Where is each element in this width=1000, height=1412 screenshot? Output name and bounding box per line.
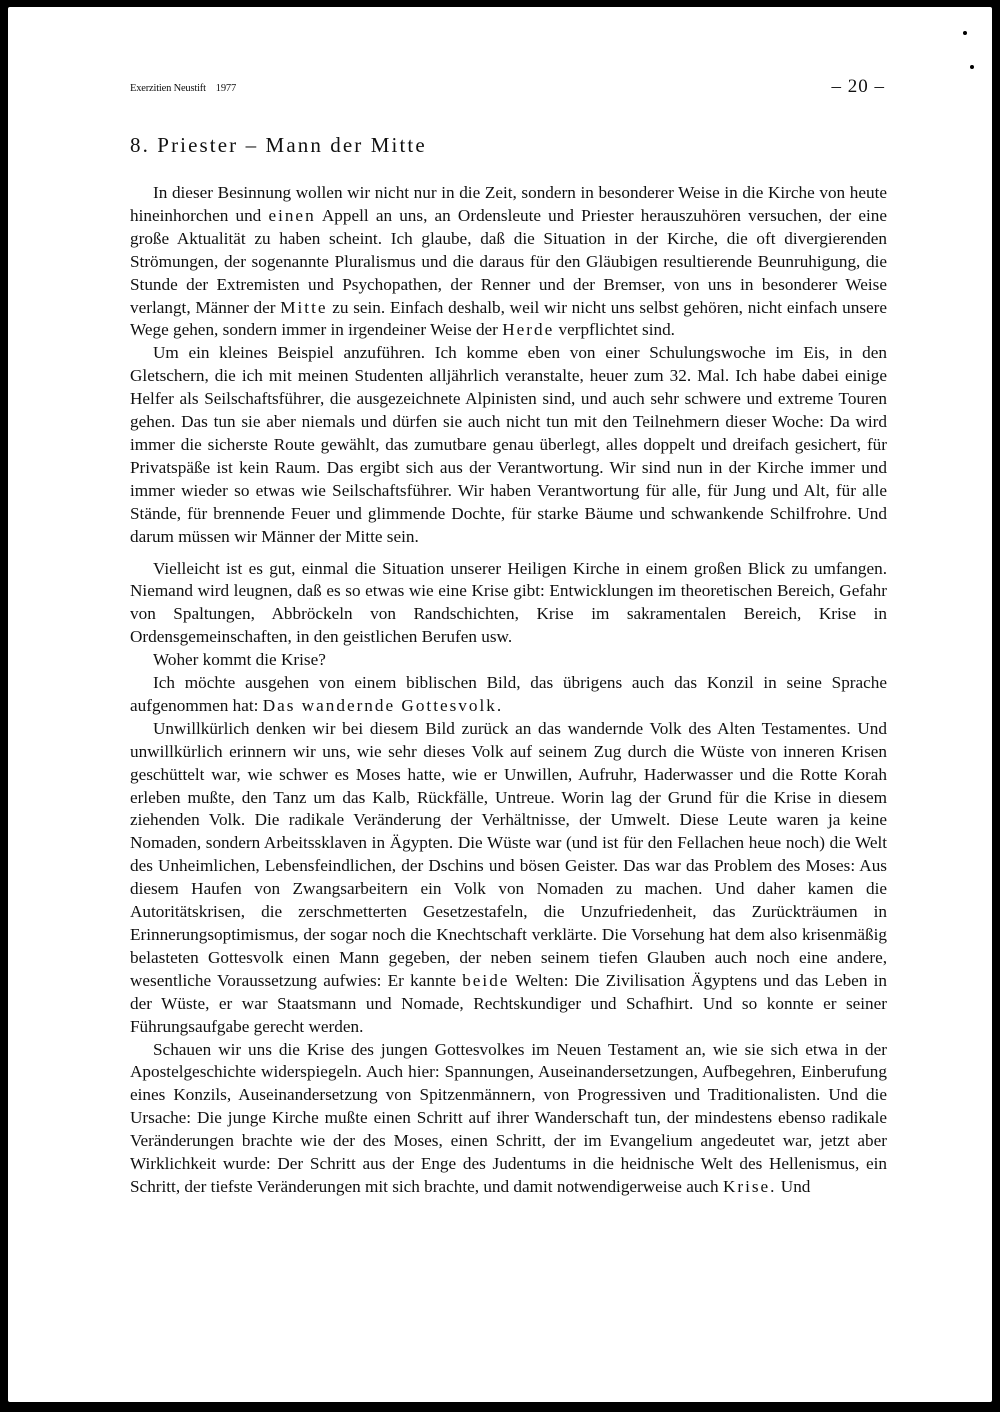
paragraph [130, 718, 887, 1039]
section-title: 8. Priester – Mann der Mitte [130, 133, 427, 157]
page-number: – 20 – [831, 76, 885, 97]
text-run: verpflichtet sind. [554, 320, 675, 340]
paragraph [130, 672, 887, 718]
scan-speck [963, 31, 967, 35]
paragraph: Vielleicht ist es gut, einmal die Situation unserer Heiligen Kirche in einem großen Blick zu umfangen. Niemand wird leugnen, daß es so etwas wie eine Krise gibt: Entwicklungen im theoretischen Bereich, Gefahr von Spaltungen, Abbröckeln von Randschichten, Krise im sakramentalen Bereich, Krise in Ordensgemeinschaften, in den geistlichen Berufen usw. [130, 558, 887, 647]
emphasis-spaced: beide [462, 970, 510, 990]
body-text [130, 182, 887, 1199]
emphasis-spaced: Das wandernde Gottesvolk. [262, 695, 504, 715]
emphasis-spaced: Mitte [280, 297, 328, 317]
text-run: Ich möchte ausgehen von einem biblischen Bild, das übrigens auch das Konzil in seine Sprache aufgenommen hat: [130, 673, 887, 715]
document-title: Exerzitien Neustift [130, 83, 206, 94]
emphasis-spaced: Krise. [722, 1176, 777, 1196]
paragraph: Woher kommt die Krise? [153, 650, 326, 670]
paragraph [130, 182, 887, 342]
page-header [130, 76, 885, 100]
text-run: In dieser Besinnung wollen wir nicht nur in die Zeit, sondern in besonderer Weise in die Kirche von heute hineinhorchen und [130, 183, 887, 225]
document-page [8, 7, 992, 1402]
emphasis-spaced: einen [268, 205, 316, 225]
text-run: Und [776, 1176, 811, 1196]
emphasis-spaced: Herde [502, 320, 555, 340]
paragraph: Um ein kleines Beispiel anzuführen. Ich komme eben von einer Schulungswoche im Eis, in den Gletschern, die ich mit meinen Studenten alljährlich veranstalte, heuer zum 32. Mal. Ich habe dabei einige Helfer als Seilschaftsführer, die ausgezeichnete Alpinisten sind, und auch sehr schwere und extreme Touren gehen. Das tun sie aber niemals und dürfen sie auch nicht tun mit den Teilnehmern dieser Woche: Da wird immer die sicherste Route gewählt, das zumutbare genau überlegt, alles doppelt und dreifach gesichert, für Privatspäße ist kein Raum. Das ergibt sich aus der Verantwortung. Wir sind nun in der Kirche immer und immer wieder so etwas wie Seilschaftsführer. Wir haben Verantwortung für alle, für Jung und Alt, für alle Stände, für brennende Feuer und glimmende Dochte, für starke Bäume und schwankende Schilfrohre. Und darum müssen wir Männer der Mitte sein. [130, 343, 887, 546]
text-run: zu sein. Einfach deshalb, weil wir nicht uns selbst gehören, nicht einfach unsere Wege gehen, sondern immer in irgendeiner Weise der [130, 297, 887, 340]
text-run: Appell an uns, an Ordensleute und Priester herauszuhören versuchen, der eine große Aktualität zu haben scheint. Ich glaube, daß die Situation in der Kirche, die oft divergierenden Strömungen, der sogenannte Pluralismus und die daraus für den Gläubigen resultierende Beunruhigung, die Stunde der Extremisten und Psychopathen, der Renner und der Bremser, von uns in besonderer Weise verlangt, Männer der [130, 205, 887, 317]
scan-speck [970, 65, 974, 69]
paragraph [130, 1039, 887, 1199]
text-run: Welten: Die Zivilisation Ägyptens und das Leben in der Wüste, er war Staatsmann und Nomade, Rechtskundiger und Schafhirt. Und so konnte er seiner Führungsaufgabe gerecht werden. [130, 970, 887, 1036]
document-year: 1977 [215, 83, 236, 94]
text-run: Unwillkürlich denken wir bei diesem Bild zurück an das wandernde Volk des Alten Testamentes. Und unwillkürlich erinnern wir uns, wie sehr dieses Volk auf seinem Zug durch die Wüste von inneren Krisen geschüttelt war, wie schwer es Moses hatte, wie er Unwillen, Aufruhr, Haderwasser und die Rotte Korah erleben mußte, den Tanz um das Kalb, Rückfälle, Untreue. Worin lag der Grund für die Krise in diesem ziehenden Volk. Die radikale Veränderung der Verhältnisse, der Umwelt. Diese Leute waren ja keine Nomaden, sondern Arbeitssklaven in Ägypten. Die Wüste war (und ist für den Fellachen heue noch) die Welt des Unheimlichen, Lebensfeindlichen, der Dschins und bösen Geister. Das war das Problem des Moses: Aus diesem Haufen von Zwangsarbeitern ein Volk von Nomaden zu machen. Und daher kamen die Autoritätskrisen, die zerschmetterten Gesetzestafeln, die Unzufriedenheit, das Zurückträumen in Erinnerungsoptimismus, der sogar noch die Knechtschaft verklärte. Die Vorsehung hat dem also krisenmäßig belasteten Gottesvolk einen Mann gegeben, der neben seinem tiefen Glauben auch noch eine andere, wesentliche Voraussetzung aufwies: Er kannte [130, 718, 887, 990]
text-run: Schauen wir uns die Krise des jungen Gottesvolkes im Neuen Testament an, wie sie sich etwa in der Apostelgeschichte widerspiegeln. Auch hier: Spannungen, Auseinandersetzungen, Aufbegehren, Einberufung eines Konzils, Auseinandersetzung von Spitzenmännern, von Progressiven und Traditionalisten. Und die Ursache: Die junge Kirche mußte einen Schritt auf ihrer Wanderschaft tun, der mindestens ebenso radikale Veränderungen brachte wie der des Moses, einen Schritt, der im Evangelium angedeutet war, jetzt aber Wirklichkeit wurde: Der Schritt aus der Enge des Judentums in die heidnische Welt des Hellenismus, ein Schritt, der tiefste Veränderungen mit sich brachte, und damit notwendigerweise auch [130, 1039, 887, 1196]
running-head [130, 83, 236, 94]
